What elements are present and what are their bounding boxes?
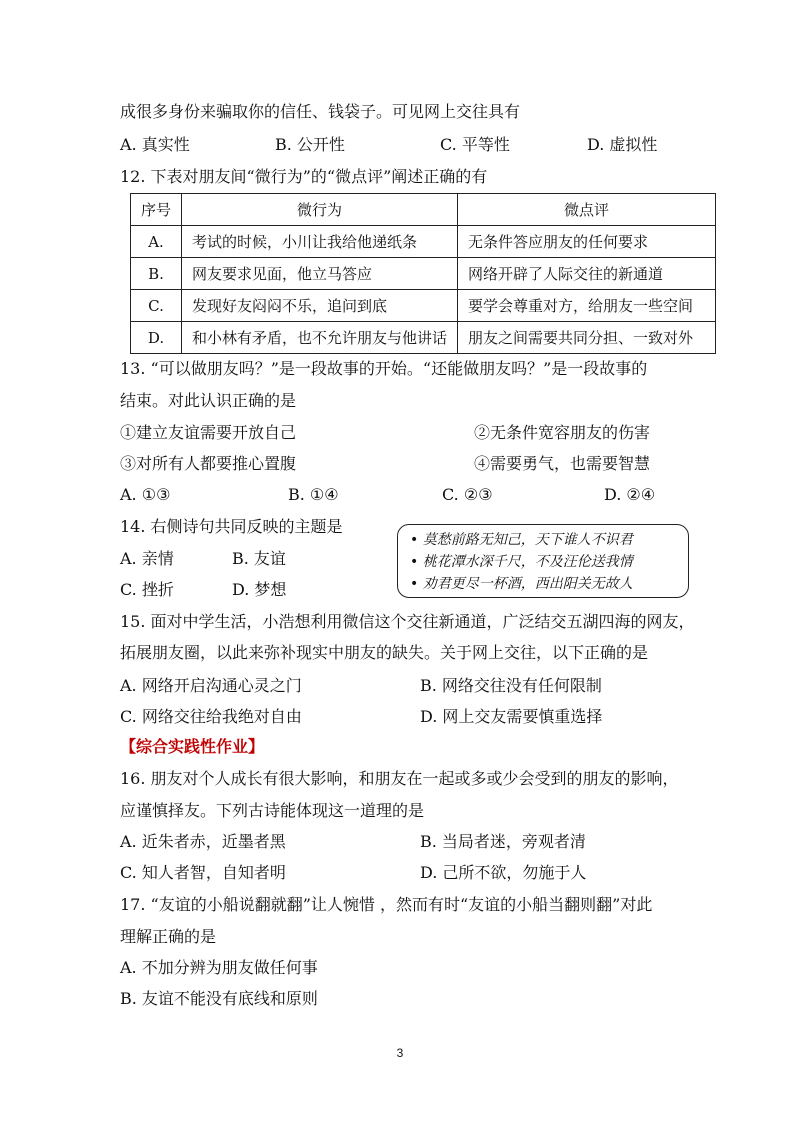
- table-cell: 考试的时候，小川让我给他递纸条: [182, 226, 458, 258]
- table-cell: 无条件答应朋友的任何要求: [458, 226, 716, 258]
- page-number: 3: [396, 1046, 404, 1060]
- table-cell: A.: [131, 226, 182, 258]
- q14-option-a: A. 亲情: [120, 549, 174, 568]
- q13-statement-2: ②无条件宽容朋友的伤害: [474, 423, 651, 442]
- q11-option-c: C. 平等性: [440, 135, 510, 154]
- section-title: 【综合实践性作业】: [120, 737, 265, 756]
- q11-option-a: A. 真实性: [120, 135, 190, 154]
- q12-stem: 12. 下表对朋友间“微行为”的“微点评”阐述正确的有: [120, 167, 488, 186]
- table-cell: 发现好友闷闷不乐，追问到底: [182, 290, 458, 322]
- table-row: [131, 258, 716, 290]
- q13-option-a: A. ①③: [120, 485, 171, 504]
- table-cell: 网友要求见面，他立马答应: [182, 258, 458, 290]
- table-row: [131, 226, 716, 258]
- q15-stem-line1: 15. 面对中学生活，小浩想利用微信这个交往新通道，广泛结交五湖四海的网友，: [120, 612, 695, 631]
- table-cell: 朋友之间需要共同分担、一致对外: [458, 322, 716, 354]
- q14-option-d: D. 梦想: [232, 580, 287, 599]
- q15-stem-line2: 拓展朋友圈，以此来弥补现实中朋友的缺失。关于网上交往，以下正确的是: [120, 643, 649, 662]
- q14-stem: 14. 右侧诗句共同反映的主题是: [120, 517, 343, 536]
- q11-option-d: D. 虚拟性: [587, 135, 658, 154]
- q16-stem-line2: 应谨慎择友。下列古诗能体现这一道理的是: [120, 801, 425, 820]
- q15-option-a: A. 网络开启沟通心灵之门: [120, 676, 302, 695]
- q17-stem-line1: 17. “友谊的小船说翻就翻”让人惋惜 ，然而有时“友谊的小船当翻则翻”对此: [120, 895, 653, 914]
- table-cell: B.: [131, 258, 182, 290]
- poem-line: • 桃花潭水深千尺，不及汪伦送我情: [410, 554, 633, 570]
- q11-stem: 成很多身份来骗取你的信任、钱袋子。可见网上交往具有: [120, 102, 521, 121]
- q13-statement-1: ①建立友谊需要开放自己: [120, 423, 297, 442]
- q14-option-c: C. 挫折: [120, 580, 174, 599]
- poem-box: [397, 524, 689, 598]
- q13-stem-line1: 13. “可以做朋友吗？”是一段故事的开始。“还能做朋友吗？”是一段故事的: [120, 359, 648, 378]
- table-row: [131, 290, 716, 322]
- q14-option-b: B. 友谊: [232, 549, 286, 568]
- q13-stem-line2: 结束。对此认识正确的是: [120, 391, 297, 410]
- poem-line: • 莫愁前路无知己，天下谁人不识君: [410, 532, 633, 548]
- table-header-row: [131, 194, 716, 226]
- q17-option-b: B. 友谊不能没有底线和原则: [120, 989, 318, 1008]
- table-cell: 网络开辟了人际交往的新通道: [458, 258, 716, 290]
- q11-option-b: B. 公开性: [275, 135, 345, 154]
- q13-option-c: C. ②③: [442, 485, 493, 504]
- q13-statement-3: ③对所有人都要推心置腹: [120, 454, 297, 473]
- table-header: 微行为: [182, 194, 458, 226]
- table-cell: 要学会尊重对方，给朋友一些空间: [458, 290, 716, 322]
- q16-option-c: C. 知人者智，自知者明: [120, 863, 286, 882]
- q17-option-a: A. 不加分辨为朋友做任何事: [120, 958, 318, 977]
- q15-option-b: B. 网络交往没有任何限制: [420, 676, 602, 695]
- q16-option-d: D. 己所不欲，勿施于人: [420, 863, 587, 882]
- q16-option-a: A. 近朱者赤，近墨者黑: [120, 832, 286, 851]
- q15-option-d: D. 网上交友需要慎重选择: [420, 707, 603, 726]
- table-header: 微点评: [458, 194, 716, 226]
- table-cell: 和小林有矛盾，也不允许朋友与他讲话: [182, 322, 458, 354]
- table-row: [131, 322, 716, 354]
- q13-statement-4: ④需要勇气，也需要智慧: [474, 454, 651, 473]
- q13-option-b: B. ①④: [288, 485, 339, 504]
- table-cell: C.: [131, 290, 182, 322]
- q12-table: [130, 193, 716, 354]
- q16-stem-line1: 16. 朋友对个人成长有很大影响，和朋友在一起或多或少会受到的朋友的影响，: [120, 769, 679, 788]
- q17-stem-line2: 理解正确的是: [120, 927, 217, 946]
- table-header: 序号: [131, 194, 182, 226]
- q16-option-b: B. 当局者迷，旁观者清: [420, 832, 586, 851]
- table-cell: D.: [131, 322, 182, 354]
- q13-option-d: D. ②④: [604, 485, 656, 504]
- poem-line: • 劝君更尽一杯酒，西出阳关无故人: [410, 576, 633, 592]
- q15-option-c: C. 网络交往给我绝对自由: [120, 707, 302, 726]
